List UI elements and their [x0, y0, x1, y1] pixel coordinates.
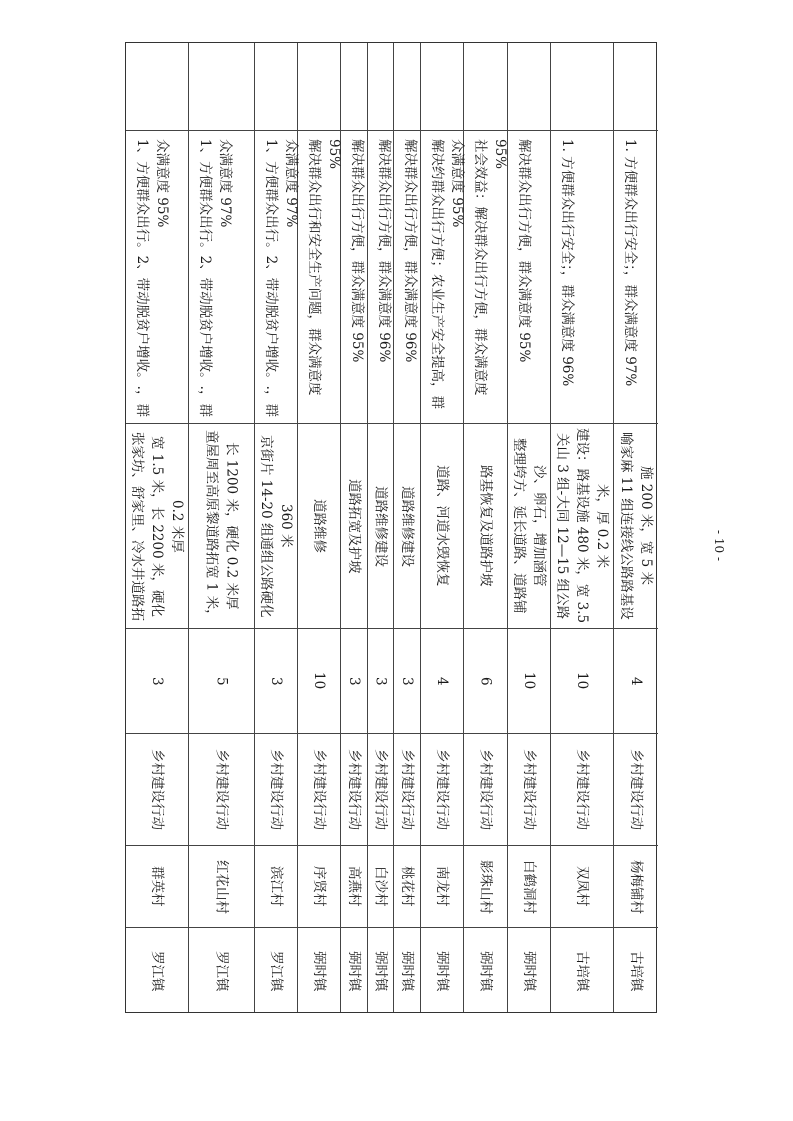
village-cell [464, 846, 507, 928]
content-cell [421, 424, 463, 629]
village-cell-text: 红花山村 [213, 859, 230, 914]
village-cell-text: 杨梅铺村 [628, 859, 644, 914]
project-type-cell-text: 乡村建设行动 [434, 749, 450, 830]
count-cell [394, 629, 420, 734]
benefit-cell-text: 解决群众出行方便，群众满意度 96% [376, 139, 392, 363]
town-cell [614, 928, 658, 1014]
town-cell-text: 罗江镇 [268, 950, 284, 992]
count-cell [421, 629, 463, 734]
notes-cell [394, 43, 420, 131]
project-type-cell-text: 乡村建设行动 [574, 749, 590, 830]
table-row [508, 43, 551, 1012]
content-cell [394, 424, 420, 629]
village-cell-text: 南龙村 [434, 866, 450, 907]
project-type-cell-text: 乡村建设行动 [346, 749, 362, 830]
count-cell [464, 629, 507, 734]
benefit-cell [341, 131, 367, 424]
project-type-cell [508, 734, 550, 846]
town-cell [189, 928, 254, 1014]
benefit-cell-text: 解决群众出行和安全生产问题，群众满意度 95% [306, 139, 342, 396]
count-cell-text: 10 [311, 672, 327, 690]
content-cell-text: 喻家麻 11 组连接线公路路基设施 200 米，宽 5 米 [618, 432, 654, 620]
town-cell-text: 弼时镇 [372, 950, 389, 992]
benefit-cell-text: 解决群众出行方便，群众满意度 96% [402, 139, 418, 363]
notes-cell [464, 43, 507, 131]
benefit-cell-text: 1. 方便群众出行安全；，群众满意度 96% [559, 139, 575, 387]
content-cell [464, 424, 507, 629]
benefit-cell [298, 131, 340, 424]
count-cell-text: 3 [372, 676, 389, 686]
village-cell [255, 846, 297, 928]
town-cell-text: 罗江镇 [149, 950, 165, 992]
village-cell [508, 846, 550, 928]
content-cell [255, 424, 297, 629]
village-cell-text: 双凤村 [574, 866, 590, 907]
table-row [394, 43, 421, 1012]
project-type-cell-text: 乡村建设行动 [213, 749, 230, 830]
table-row [368, 43, 394, 1012]
benefit-cell [189, 131, 254, 424]
content-cell [126, 424, 188, 629]
notes-cell [255, 43, 297, 131]
count-cell-text: 3 [399, 676, 415, 686]
village-cell [298, 846, 340, 928]
benefit-cell [394, 131, 420, 424]
content-cell-text: 道路维修 [311, 499, 327, 553]
content-cell-text: 关山 3 组-大同 12—15 组公路建设：路基设施 480 米，宽 3.5 米，厚 0.2 米 [554, 428, 610, 624]
count-cell [341, 629, 367, 734]
village-cell-text: 白沙村 [372, 866, 389, 907]
content-cell [551, 424, 613, 629]
content-cell [614, 424, 658, 629]
village-cell-text: 桃花村 [399, 866, 415, 907]
project-type-cell [368, 734, 393, 846]
content-cell-text: 道路拓宽及护坡 [346, 478, 362, 574]
table-row [341, 43, 368, 1012]
table-row [255, 43, 298, 1012]
page-number: - 10 - [712, 530, 726, 562]
town-cell-text: 弼时镇 [477, 950, 494, 992]
town-cell-text: 古培镇 [628, 950, 644, 992]
town-cell [394, 928, 420, 1014]
content-cell [368, 424, 393, 629]
town-cell-text: 古培镇 [574, 950, 590, 992]
notes-cell [421, 43, 463, 131]
content-cell-text: 张家坊、舒家里、冷水井道路拓宽 1.5 米，长 2200 米，硬化 0.2 米厚 [129, 431, 185, 621]
benefit-cell-text: 1. 方便群众出行安全；，群众满意度 97% [622, 139, 638, 387]
count-cell [126, 629, 188, 734]
benefit-cell-text: 1、方便群众出行。2、带动脱贫户增收。.，群众满意度 97% [263, 139, 299, 417]
project-type-cell-text: 乡村建设行动 [521, 749, 537, 830]
benefit-cell-text: 1、方便群众出行。2、带动脱贫户增收。.，群众满意度 97% [197, 139, 233, 417]
notes-cell [126, 43, 188, 131]
project-table [125, 42, 657, 1013]
content-cell-text: 道路维修建设 [399, 485, 415, 567]
table-row [464, 43, 508, 1012]
town-cell [126, 928, 188, 1014]
benefit-cell [368, 131, 393, 424]
content-cell-text: 路基恢复及道路护坡 [477, 465, 494, 587]
project-type-cell-text: 乡村建设行动 [628, 749, 644, 830]
village-cell [421, 846, 463, 928]
notes-cell [189, 43, 254, 131]
count-cell [614, 629, 658, 734]
village-cell-text: 高燕村 [346, 866, 362, 907]
count-cell [255, 629, 297, 734]
count-cell-text: 10 [574, 672, 590, 690]
town-cell-text: 弼时镇 [434, 950, 450, 992]
village-cell [341, 846, 367, 928]
content-cell [298, 424, 340, 629]
project-type-cell-text: 乡村建设行动 [149, 749, 165, 830]
town-cell [255, 928, 297, 1014]
benefit-cell [508, 131, 550, 424]
town-cell-text: 罗江镇 [213, 950, 230, 992]
benefit-cell [255, 131, 297, 424]
benefit-cell [126, 131, 188, 424]
benefit-cell-text: 社会效益：解决群众出行方便，群众满意度 95% [472, 139, 508, 396]
content-cell [341, 424, 367, 629]
content-cell-text: 道路维修建设 [372, 485, 389, 567]
village-cell [394, 846, 420, 928]
project-type-cell [464, 734, 507, 846]
count-cell [508, 629, 550, 734]
content-cell-text: 道路、河道水毁恢复 [434, 465, 450, 587]
project-type-cell [614, 734, 658, 846]
benefit-cell-text: 解决群众出行方便，群众满意度 95% [349, 139, 365, 363]
project-type-cell [255, 734, 297, 846]
table-row [298, 43, 341, 1012]
content-cell [189, 424, 254, 629]
project-type-cell [126, 734, 188, 846]
notes-cell [614, 43, 658, 131]
count-cell-text: 4 [628, 676, 644, 686]
village-cell-text: 滨江村 [268, 866, 284, 907]
town-cell-text: 弼时镇 [399, 950, 415, 992]
notes-cell [341, 43, 367, 131]
count-cell-text: 10 [521, 672, 537, 690]
count-cell [368, 629, 393, 734]
count-cell-text: 6 [477, 676, 494, 686]
content-cell-text: 童屋周至高原黎道路拓宽 1 米，长 1200 米，硬化 0.2 米厚 [203, 429, 240, 623]
project-type-cell-text: 乡村建设行动 [268, 749, 284, 830]
benefit-cell-text: 解决约群众出行方便；农业生产安全提高，群众满意度 95% [429, 139, 465, 409]
notes-cell [551, 43, 613, 131]
content-cell-text: 整理垮方、延长道路、道路铺沙、卵石，增加涵管 [511, 438, 547, 614]
table-row [614, 43, 658, 1012]
village-cell-text: 群英村 [149, 866, 165, 907]
village-cell [189, 846, 254, 928]
village-cell-text: 影珠山村 [477, 859, 494, 914]
project-type-cell [421, 734, 463, 846]
project-type-cell-text: 乡村建设行动 [311, 749, 327, 830]
project-type-cell-text: 乡村建设行动 [372, 749, 389, 830]
town-cell [464, 928, 507, 1014]
benefit-cell-text: 1、方便群众出行。2、带动脱贫户增收。.，群众满意度 95% [134, 139, 170, 417]
count-cell-text: 5 [213, 676, 230, 686]
village-cell [126, 846, 188, 928]
town-cell [551, 928, 613, 1014]
town-cell [421, 928, 463, 1014]
project-type-cell [394, 734, 420, 846]
village-cell [614, 846, 658, 928]
town-cell [508, 928, 550, 1014]
count-cell-text: 3 [346, 676, 362, 686]
town-cell-text: 弼时镇 [311, 950, 327, 992]
count-cell [189, 629, 254, 734]
content-cell [508, 424, 550, 629]
table-row [551, 43, 614, 1012]
town-cell-text: 弼时镇 [521, 950, 537, 992]
project-type-cell [551, 734, 613, 846]
village-cell [551, 846, 613, 928]
benefit-cell [421, 131, 463, 424]
town-cell-text: 弼时镇 [346, 950, 362, 992]
content-cell-text: 京街片 14-20 组通组公路硬化 360 米 [258, 434, 294, 618]
benefit-cell [551, 131, 613, 424]
benefit-cell [614, 131, 658, 424]
project-type-cell-text: 乡村建设行动 [399, 749, 415, 830]
table-row [189, 43, 255, 1012]
project-type-cell [298, 734, 340, 846]
town-cell [341, 928, 367, 1014]
notes-cell [298, 43, 340, 131]
village-cell [368, 846, 393, 928]
town-cell [298, 928, 340, 1014]
project-type-cell-text: 乡村建设行动 [477, 749, 494, 830]
benefit-cell [464, 131, 507, 424]
count-cell [551, 629, 613, 734]
notes-cell [508, 43, 550, 131]
count-cell-text: 3 [268, 676, 284, 686]
project-type-cell [341, 734, 367, 846]
table-row [126, 43, 189, 1012]
table-row [421, 43, 464, 1012]
project-type-cell [189, 734, 254, 846]
village-cell-text: 白鹤洞村 [521, 859, 537, 914]
village-cell-text: 序贤村 [311, 866, 327, 907]
count-cell-text: 4 [434, 676, 450, 686]
count-cell [298, 629, 340, 734]
town-cell [368, 928, 393, 1014]
notes-cell [368, 43, 393, 131]
count-cell-text: 3 [149, 676, 165, 686]
benefit-cell-text: 解决群众出行方便，群众满意度 95% [516, 139, 532, 363]
